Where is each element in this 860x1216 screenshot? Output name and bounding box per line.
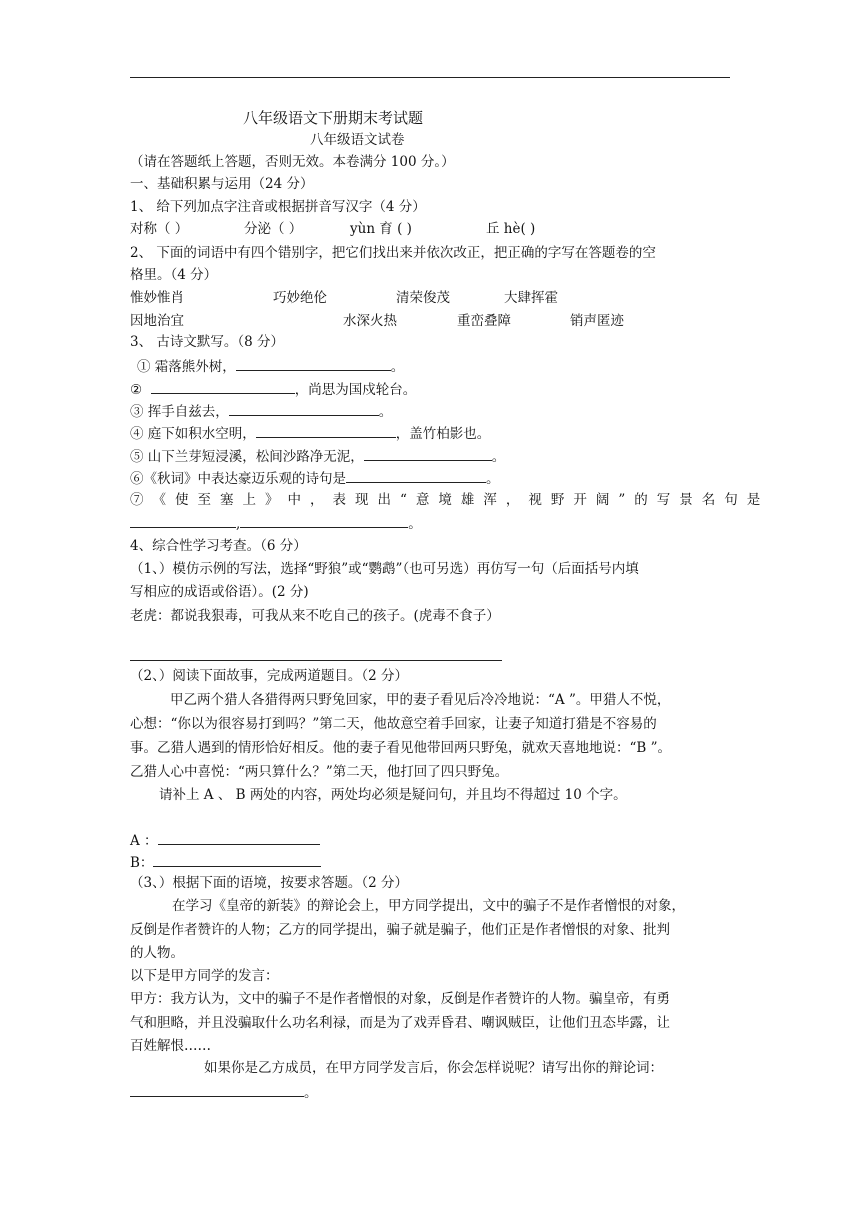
- answer-blank[interactable]: [346, 468, 486, 483]
- instruction: （请在答题纸上答题，否则无效。本卷满分 100 分。）: [130, 154, 455, 170]
- q2-word: 惟妙惟肖: [130, 290, 184, 306]
- story-line: 事。乙猎人遇到的情形恰好相反。他的妻子看见他带回两只野兔，就欢天喜地地说：“B ”。: [130, 740, 672, 756]
- story-line: 乙猎人心中喜悦：“两只算什么？”第二天，他打回了四只野兔。: [130, 764, 509, 780]
- speech-line: 气和胆略，并且没骗取什么功名利禄，而是为了戏弄昏君、嘲讽贼臣，让他们丑态毕露，让: [130, 1015, 670, 1031]
- page-subtitle: 八年级语文试卷: [310, 132, 405, 148]
- answer-blank[interactable]: [158, 830, 320, 845]
- answer-blank[interactable]: [153, 852, 321, 867]
- story-line: 甲乙两个猎人各猎得两只野兔回家，甲的妻子看见后冷冷地说：“A ”。甲猎人不悦，: [170, 692, 671, 708]
- q4-part3-prompt: （3、）根据下面的语境，按要求答题。（2 分）: [130, 875, 408, 891]
- section-heading: 一、基础积累与运用（24 分）: [130, 176, 314, 192]
- answer-blank[interactable]: [236, 356, 391, 371]
- q2-word: 清荣俊茂: [396, 290, 450, 306]
- debate-answer: 。: [130, 1082, 318, 1102]
- speech-line: 甲方：我方认为，文中的骗子不是作者憎恨的对象，反倒是作者赞许的人物。骗皇帝，有勇: [130, 991, 670, 1007]
- answer-blank[interactable]: [130, 513, 236, 528]
- q1-item-4: 丘 hè( ): [486, 221, 536, 237]
- question-2-heading-cont: 格里。（4 分）: [130, 267, 218, 283]
- answer-b: B：: [130, 852, 321, 872]
- speech-line: 百姓解恨……: [130, 1038, 211, 1054]
- poem-line-6: ⑥《秋词》中表达豪迈乐观的诗句是 。: [130, 468, 500, 488]
- header-rule: [130, 77, 730, 78]
- q4-part1-prompt: （1、）模仿示例的写法，选择“野狼”或“鹦鹉”（也可另选）再仿写一句（后面括号内填: [130, 561, 639, 577]
- context-line: 以下是甲方同学的发言：: [130, 968, 279, 984]
- q4-part2-task: 请补上 A 、 B 两处的内容，两处均必须是疑问句，并且均不得超过 10 个字。: [159, 787, 627, 803]
- q4-part1-prompt-cont: 写相应的成语或俗语）。(2 分): [130, 584, 309, 600]
- context-line: 在学习《皇帝的新装》的辩论会上，甲方同学提出，文中的骗子不是作者憎恨的对象，: [172, 898, 685, 914]
- poem-line-1: ① 霜落熊外树， 。: [137, 356, 404, 376]
- question-2-heading: 2、 下面的词语中有四个错别字，把它们找出来并依次改正，把正确的字写在答题卷的空: [130, 245, 656, 261]
- answer-blank[interactable]: [364, 446, 492, 461]
- q1-item-2: 分泌（ ）: [244, 221, 303, 237]
- q4-part3-task: 如果你是乙方成员，在甲方同学发言后，你会怎样说呢？请写出你的辩论词：: [204, 1060, 663, 1076]
- question-1-heading: 1、 给下列加点字注音或根据拼音写汉字（4 分）: [130, 199, 426, 215]
- poem-line-7: ⑦《使至塞上》中，表现出“意境雄浑，视野开阔”的写景名句是: [130, 492, 770, 508]
- q2-word: 因地治宜: [130, 313, 184, 329]
- q2-word: 重峦叠障: [457, 313, 511, 329]
- question-4-heading: 4、综合性学习考查。（6 分）: [130, 538, 307, 554]
- q2-word: 巧妙绝伦: [273, 290, 327, 306]
- answer-blank[interactable]: [229, 401, 379, 416]
- poem-line-7-blanks: , 。: [130, 513, 422, 533]
- q1-item-3: yùn 育 ( ): [350, 221, 412, 237]
- question-3-heading: 3、 古诗文默写。（8 分）: [130, 334, 285, 350]
- q4-part2-prompt: （2、）阅读下面故事，完成两道题目。（2 分）: [130, 668, 408, 684]
- q2-word: 销声匿迹: [570, 313, 624, 329]
- answer-a: A ：: [130, 830, 320, 850]
- q1-item-1: 对称（ ）: [130, 221, 189, 237]
- q2-word: 大肆挥霍: [504, 290, 558, 306]
- poem-line-2: ② ，尚思为国戍轮台。: [130, 379, 416, 399]
- poem-line-3: ③ 挥手自兹去， 。: [130, 401, 392, 421]
- answer-blank[interactable]: [151, 379, 295, 394]
- poem-line-5: ⑤ 山下兰芽短浸溪，松间沙路净无泥， 。: [130, 446, 505, 466]
- page-title: 八年级语文下册期末考试题: [243, 109, 424, 127]
- answer-line[interactable]: [130, 660, 502, 661]
- answer-blank[interactable]: [256, 423, 396, 438]
- q4-example: 老虎：都说我狠毒，可我从来不吃自己的孩子。(虎毒不食子）: [130, 608, 500, 624]
- q2-word: 水深火热: [343, 313, 397, 329]
- answer-blank[interactable]: [130, 1082, 304, 1097]
- context-line: 反倒是作者赞许的人物；乙方的同学提出，骗子就是骗子，他们正是作者憎恨的对象、批判: [130, 922, 670, 938]
- context-line: 的人物。: [130, 945, 184, 961]
- poem-line-4: ④ 庭下如积水空明， ，盖竹柏影也。: [130, 423, 490, 443]
- story-line: 心想：“你以为很容易打到吗？”第二天，他故意空着手回家，让妻子知道打猎是不容易的: [130, 716, 657, 732]
- answer-blank[interactable]: [240, 513, 408, 528]
